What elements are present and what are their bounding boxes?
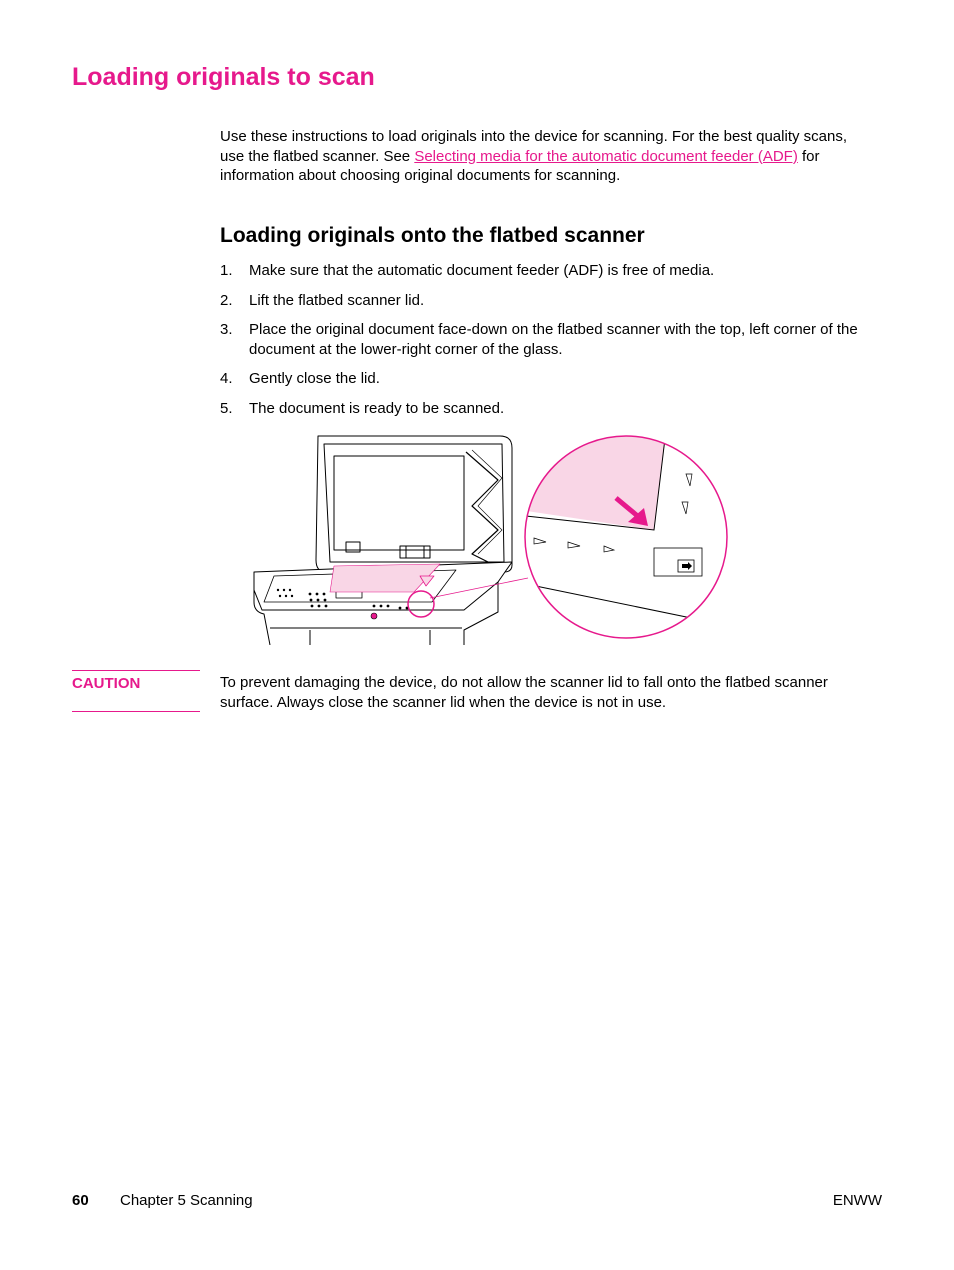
- scanner-illustration: [250, 430, 732, 645]
- step-item: [220, 369, 880, 389]
- footer-right-label: ENWW: [832, 1192, 882, 1209]
- step-item: [220, 261, 880, 281]
- step-text: Lift the flatbed scanner lid.: [249, 291, 425, 309]
- steps-list: [220, 261, 880, 418]
- step-text: Place the original document face-down on the flatbed scanner with the top, left corner of the document at the lower-right corner of the glass.: [249, 321, 858, 358]
- page-number: 60: [72, 1192, 89, 1209]
- caution-label: CAUTION: [72, 675, 141, 692]
- step-text: The document is ready to be scanned.: [249, 399, 505, 417]
- step-text: Make sure that the automatic document feeder (ADF) is free of media.: [249, 262, 715, 279]
- page-title: Loading originals to scan: [72, 63, 375, 91]
- intro-text-before-link: Use these instructions to load originals into the device for scanning. For the best quality scans, use the flatbed scanner. See: [220, 128, 848, 165]
- step-number: 2.: [220, 291, 233, 309]
- caution-text: To prevent damaging the device, do not allow the scanner lid to fall onto the flatbed scanner surface. Always close the scanner lid when the device is not in use.: [220, 674, 828, 711]
- step-number: 1.: [220, 262, 233, 279]
- section-heading: Loading originals onto the flatbed scanner: [220, 224, 645, 247]
- caution-rule-top: [72, 670, 200, 671]
- step-item: [220, 399, 880, 419]
- intro-text-after-link: for information about choosing original documents for scanning.: [220, 147, 820, 184]
- step-item: [220, 320, 880, 359]
- step-number: 3.: [220, 321, 233, 338]
- magnified-corner-detail: [520, 430, 732, 645]
- intro-paragraph: [220, 127, 860, 186]
- scanner-device-drawing: [254, 436, 528, 645]
- step-text: Gently close the lid.: [249, 370, 380, 387]
- step-number: 4.: [220, 370, 233, 387]
- chapter-label: Chapter 5 Scanning: [120, 1192, 253, 1209]
- caution-rule-bottom: [72, 711, 200, 712]
- adf-media-link[interactable]: Selecting media for the automatic document feeder (ADF): [414, 147, 798, 165]
- step-item: [220, 291, 880, 311]
- step-number: 5.: [220, 399, 233, 417]
